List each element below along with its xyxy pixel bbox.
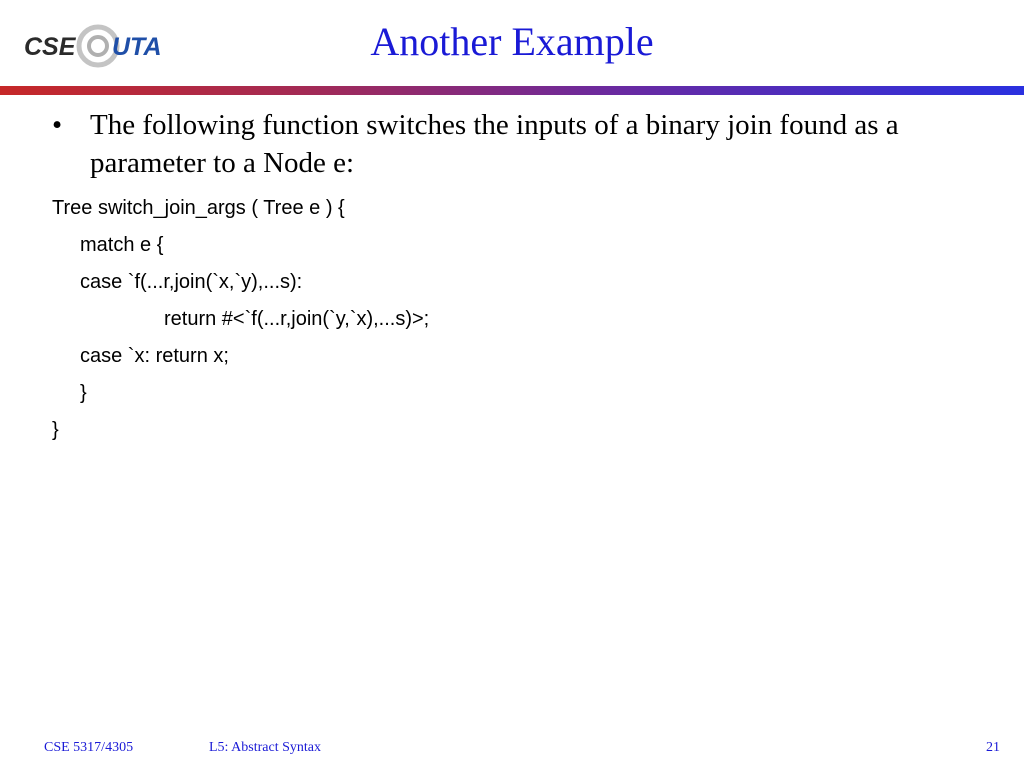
code-line: Tree switch_join_args ( Tree e ) { xyxy=(52,197,345,219)
code-line: } xyxy=(80,382,87,404)
code-line: case `x: return x; xyxy=(80,345,229,367)
bullet-item xyxy=(52,106,992,182)
footer-lecture: L5: Abstract Syntax xyxy=(209,740,321,755)
footer-course: CSE 5317/4305 xyxy=(44,740,134,755)
code-line: case `f(...r,join(`x,`y),...s): xyxy=(80,271,303,293)
code-line: return #<`f(...r,join(`y,`x),...s)>; xyxy=(164,308,430,330)
logo-text-uta: UTA xyxy=(112,33,162,61)
bullet-text: The following function switches the inputs of a binary join found as a parameter to a Node e: xyxy=(90,109,899,179)
header-divider-bar xyxy=(0,86,1024,95)
cse-uta-logo xyxy=(22,22,162,68)
logo-at-icon xyxy=(89,37,107,55)
code-block xyxy=(52,194,992,453)
footer-page-number: 21 xyxy=(986,740,1000,755)
slide-title: Another Example xyxy=(370,19,654,64)
code-line: } xyxy=(52,419,59,441)
logo-text-cse: CSE xyxy=(24,33,76,61)
cse-uta-logo-graphic xyxy=(22,22,162,68)
code-line: match e { xyxy=(80,234,164,256)
bullet-dot-icon: • xyxy=(52,109,63,141)
